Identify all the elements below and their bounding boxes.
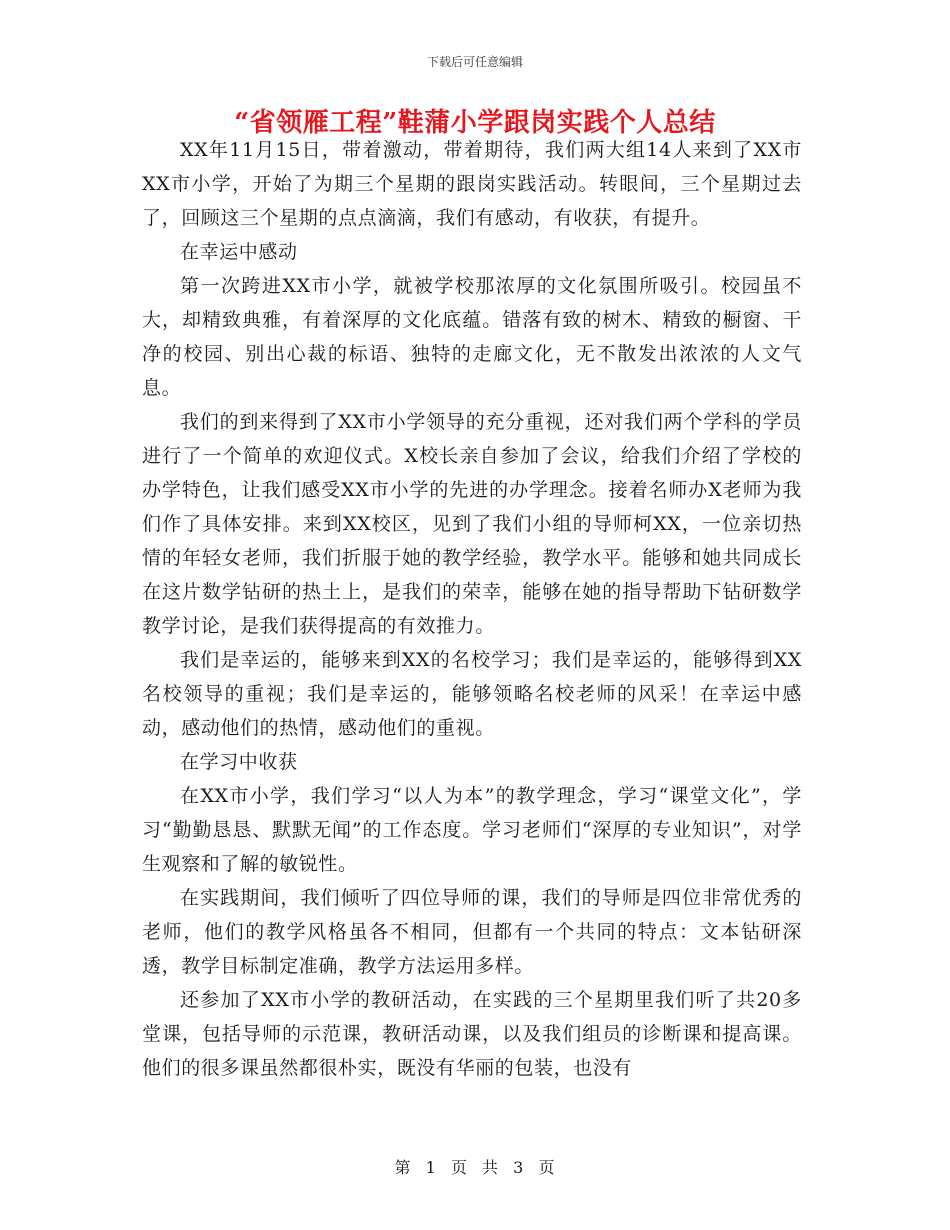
footer-current-page: 1 (425, 1158, 437, 1177)
footer-suffix: 页 (538, 1158, 556, 1177)
footer-total-pages: 3 (513, 1158, 525, 1177)
footer-prefix: 第 (394, 1158, 412, 1177)
paragraph: 我们是幸运的，能够来到XX的名校学习；我们是幸运的，能够得到XX名校领导的重视；我们是幸运的，能够领略名校老师的风采！在幸运中感动，感动他们的热情，感动他们的重视。 (142, 649, 802, 739)
paragraph: 我们的到来得到了XX市小学领导的充分重视，还对我们两个学科的学员进行了一个简单的欢迎仪式。X校长亲自参加了会议，给我们介绍了学校的办学特色，让我们感受XX市小学的先进的办学理念。接着名师办X老师为我们作了具体安排。来到XX校区，见到了我们小组的导师柯XX，一位亲切热情的年轻女老师，我们折服于她的教学经验，教学水平。能够和她共同成长在这片数学钻研的热土上，是我们的荣幸，能够在她的指导帮助下钻研数学教学讨论，是我们获得提高的有效推力。 (142, 411, 802, 637)
paragraph: 在实践期间，我们倾听了四位导师的课，我们的导师是四位非常优秀的老师，他们的教学风格虽各不相同，但都有一个共同的特点：文本钻研深透，教学目标制定准确，教学方法运用多样。 (142, 887, 802, 977)
footer-page-word: 页 (450, 1158, 468, 1177)
footer-total-prefix: 共 (482, 1158, 500, 1177)
document-title: “省领雁工程”鞋蒲小学跟岗实践个人总结 (234, 108, 716, 138)
section-heading: 在幸运中感动 (180, 241, 298, 263)
paragraph: 第一次跨进XX市小学，就被学校那浓厚的文化氛围所吸引。校园虽不大，却精致典雅，有着深厚的文化底蕴。错落有致的树木、精致的橱窗、干净的校园、别出心裁的标语、独特的走廊文化，无不散发出浓浓的人文气息。 (142, 275, 802, 399)
section-heading: 在学习中收获 (180, 751, 298, 773)
paragraph: 在XX市小学，我们学习“以人为本”的教学理念，学习“课堂文化”，学习“勤勤恳恳、默默无闻”的工作态度。学习老师们“深厚的专业知识”，对学生观察和了解的敏锐性。 (142, 785, 802, 875)
page-footer (0, 1155, 950, 1178)
paragraph: XX年11月15日，带着激动，带着期待，我们两大组14人来到了XX市XX市小学，开始了为期三个星期的跟岗实践活动。转眼间，三个星期过去了，回顾这三个星期的点点滴滴，我们有感动，有收获，有提升。 (142, 139, 802, 229)
paragraph: 还参加了XX市小学的教研活动，在实践的三个星期里我们听了共20多堂课，包括导师的示范课，教研活动课，以及我们组员的诊断课和提高课。他们的很多课虽然都很朴实，既没有华丽的包装，也没有 (142, 989, 802, 1079)
header-note: 下载后可任意编辑 (426, 55, 523, 69)
document-body (142, 133, 802, 1085)
